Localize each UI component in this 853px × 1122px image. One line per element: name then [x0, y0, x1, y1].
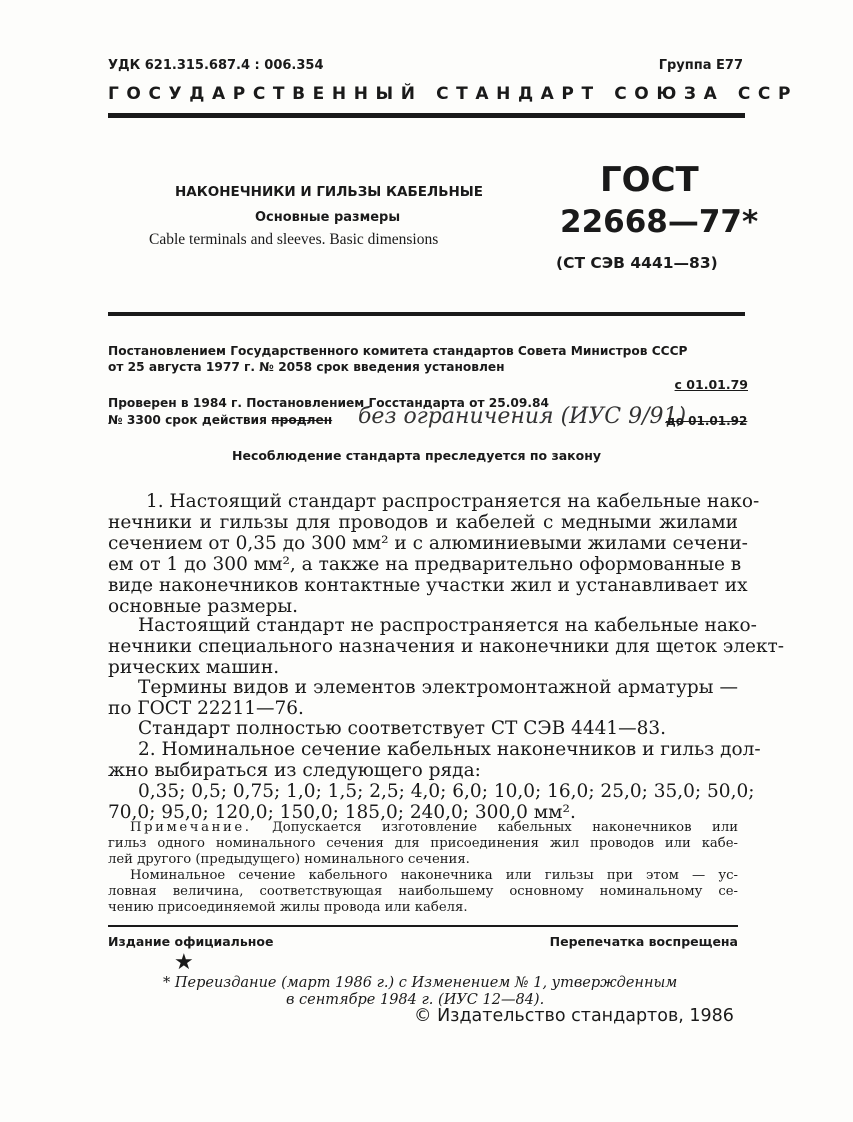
reissue-line-1: * Переиздание (март 1986 г.) с Изменением № 1, утвержденным — [163, 975, 678, 991]
series-line-2: 70,0; 95,0; 120,0; 150,0; 185,0; 240,0; 300,0 мм². — [108, 802, 576, 823]
p5-line-2: жно выбираться из следующего ряда: — [108, 760, 481, 781]
series-line-1: 0,35; 0,5; 0,75; 1,0; 1,5; 2,5; 4,0; 6,0; 10,0; 16,0; 25,0; 35,0; 50,0; — [138, 781, 755, 802]
note-line-3: лей другого (предыдущего) номинального сечения. — [108, 852, 470, 867]
old-expiry-struck: до 01.01.92 — [666, 414, 748, 428]
paragraph-5 — [108, 739, 761, 823]
state-standard-banner: ГОСУДАРСТВЕННЫЙ СТАНДАРТ СОЮЗА ССР — [108, 84, 799, 104]
note-line-4: Номинальное сечение кабельного наконечника или гильзы при этом — ус- — [130, 868, 738, 883]
validity-prefix: № 3300 срок действия — [108, 413, 267, 427]
introduction-date: с 01.01.79 — [674, 377, 748, 392]
paragraph-1 — [108, 491, 760, 617]
paragraph-2 — [108, 615, 785, 678]
title-en: Cable terminals and sleeves. Basic dimensions — [149, 231, 439, 248]
copyright: © Издательство стандартов, 1986 — [414, 1006, 734, 1026]
note-line-5: ловная величина, соответствующая наибольшему основному номинальному се- — [108, 884, 738, 899]
p1-line-1: 1. Настоящий стандарт распространяется на кабельные нако- — [146, 491, 760, 512]
gost-number: 22668—77* — [560, 204, 759, 240]
paragraph-4 — [108, 718, 738, 739]
header-rule — [108, 113, 745, 118]
note-block — [108, 820, 738, 916]
note-line-6: чению присоединяемой жилы провода или кабеля. — [108, 900, 468, 915]
group-code: Группа Е77 — [658, 58, 743, 73]
decree-line-1: Постановлением Государственного комитета стандартов Совета Министров СССР — [108, 344, 688, 358]
verified-line-1: Проверен в 1984 г. Постановлением Госстандарта от 25.09.84 — [108, 396, 549, 410]
paragraph-3 — [108, 677, 738, 719]
note-label: Примечание. — [130, 820, 252, 835]
reissue-line-2: в сентябре 1984 г. (ИУС 12—84). — [286, 992, 545, 1008]
title-rule — [108, 312, 745, 316]
p1-line-4: ем от 1 до 300 мм², а также на предварительно оформованные в — [108, 554, 742, 575]
p4-line-1: Стандарт полностью соответствует СТ СЭВ 4441—83. — [138, 718, 667, 739]
p1-line-2: нечники и гильзы для проводов и кабелей с медными жилами — [108, 512, 738, 533]
cmea-reference: (СТ СЭВ 4441—83) — [556, 254, 718, 272]
p3-line-1: Термины видов и элементов электромонтажной арматуры — — [138, 677, 738, 698]
p2-line-3: рических машин. — [108, 657, 280, 678]
footer-rule — [108, 925, 738, 927]
law-notice: Несоблюдение стандарта преследуется по закону — [232, 448, 601, 463]
title-ru: НАКОНЕЧНИКИ И ГИЛЬЗЫ КАБЕЛЬНЫЕ — [175, 184, 484, 200]
udk-code: УДК 621.315.687.4 : 006.354 — [108, 58, 324, 73]
note-line-1-rest: Допускается изготовление кабельных наконечников или — [272, 820, 738, 835]
gost-label: ГОСТ — [600, 160, 699, 200]
reprint-prohibited: Перепечатка воспрещена — [549, 934, 738, 949]
handwritten-amendment: без ограничения (ИУС 9/91) — [358, 404, 687, 429]
decree-line-2: от 25 августа 1977 г. № 2058 срок введения установлен — [108, 360, 505, 374]
note-line-2: гильз одного номинального сечения для присоединения жил проводов или кабе- — [108, 836, 738, 851]
p3-line-2: по ГОСТ 22211—76. — [108, 698, 304, 719]
p1-line-3: сечением от 0,35 до 300 мм² и с алюминиевыми жилами сечени- — [108, 533, 748, 554]
p1-line-5: виде наконечников контактные участки жил и устанавливает их — [108, 575, 748, 596]
star-icon: ★ — [174, 950, 194, 975]
p2-line-1: Настоящий стандарт не распространяется на кабельные нако- — [138, 615, 757, 636]
subtitle-ru: Основные размеры — [255, 210, 401, 225]
note-line-1 — [108, 820, 738, 836]
p2-line-2: нечники специального назначения и наконечники для щеток элект- — [108, 636, 785, 657]
p5-line-1: 2. Номинальное сечение кабельных наконечников и гильз дол- — [138, 739, 761, 760]
extended-struck: продлен — [271, 413, 333, 427]
official-edition: Издание официальное — [108, 934, 274, 949]
p1-line-6: основные размеры. — [108, 596, 299, 617]
verified-line-2 — [108, 413, 332, 427]
